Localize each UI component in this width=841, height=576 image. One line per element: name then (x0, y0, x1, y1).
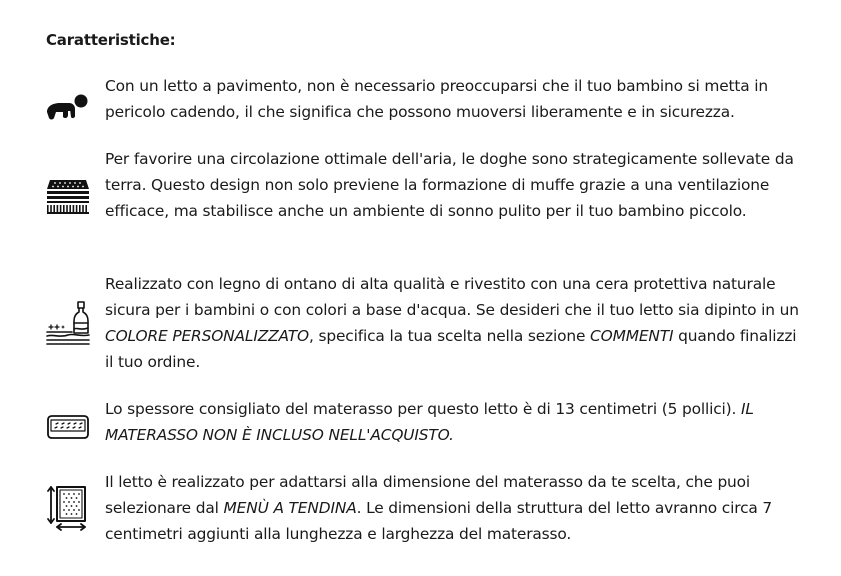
feature-text-part: Realizzato con legno di ontano di alta qualità e rivestito con una cera protettiva naturale sicura per i bambini o con colori a base d'acqua. Se desideri che il tuo letto sia dipinto in un (105, 275, 799, 319)
raised-slats-icon (44, 172, 92, 220)
feature-text (105, 469, 805, 547)
feature-text (105, 271, 805, 375)
feature-text-part: Il letto è realizzato per adattarsi alla dimensione del materasso da te scelta, che puoi selezionare dal (105, 473, 751, 517)
mattress-not-included-emphasis: IL MATERASSO NON È INCLUSO NELL'ACQUISTO. (105, 400, 754, 444)
feature-text-part: . Le dimensioni della struttura del letto avranno circa 7 centimetri aggiunti alla lunghezza e larghezza del materasso. (105, 499, 773, 543)
mattress-dimensions-icon (44, 483, 92, 531)
wood-finish-bottle-icon (44, 299, 92, 347)
feature-text: Per favorire una circolazione ottimale dell'aria, le doghe sono strategicamente sollevate da terra. Questo design non solo previene la formazione di muffe grazie a una ventilazione efficace, ma stabilisce anche un ambiente di sonno pulito per il tuo bambino piccolo. (105, 150, 794, 220)
feature-text-part: , specifica la tua scelta nella sezione (308, 327, 591, 345)
custom-color-emphasis: COLORE PERSONALIZZATO (105, 327, 309, 345)
mattress-icon (44, 402, 92, 450)
feature-text: Con un letto a pavimento, non è necessario preoccuparsi che il tuo bambino si metta in pericolo cadendo, il che significa che possono muoversi liberamente e in sicurezza. (105, 77, 769, 121)
feature-text (105, 396, 805, 448)
comments-emphasis: COMMENTI (590, 327, 674, 345)
feature-text-part: quando finalizzi il tuo ordine. (105, 327, 797, 371)
feature-text-part: Lo spessore consigliato del materasso per questo letto è di 13 centimetri (5 pollici). (105, 400, 742, 418)
dropdown-menu-emphasis: MENÙ A TENDINA (223, 499, 357, 517)
crawling-baby-icon (44, 79, 92, 127)
features-heading: Caratteristiche: (46, 31, 176, 49)
